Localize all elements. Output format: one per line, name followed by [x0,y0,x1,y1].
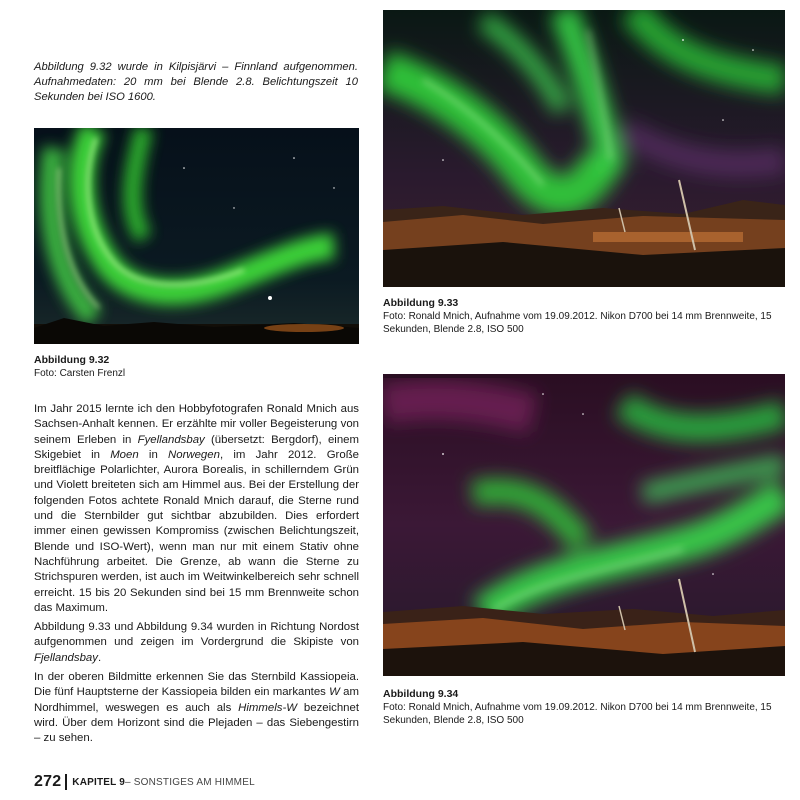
paragraph-2: Abbildung 9.33 und Abbildung 9.34 wurden in Richtung Nordost aufgenommen und zeigen im Vordergrund die Skipiste von Fjellandsbay. [34,621,359,664]
figure-label: Abbildung 9.33 [383,297,459,309]
chapter-title: – SONSTIGES AM HIMMEL [125,776,255,788]
figure-caption-9-32 [34,354,359,380]
footer-separator [65,774,67,790]
aurora-photo-9-33 [383,10,785,287]
figure-label: Abbildung 9.34 [383,688,459,700]
body-text [34,402,359,751]
aurora-photo-9-34 [383,374,785,676]
chapter-label: KAPITEL 9 [72,776,126,788]
intro-caption: Abbildung 9.32 wurde in Kilpisjärvi – Finnland aufgenommen. Aufnahmedaten: 20 mm bei Blende 2.8. Belichtungszeit 10 Sekunden bei ISO 1600. [34,61,358,103]
figure-credit: Foto: Ronald Mnich, Aufnahme vom 19.09.2012. Nikon D700 bei 14 mm Brennweite, 15 Sekunden, Blende 2.8, ISO 500 [383,702,772,726]
aurora-photo-9-32 [34,128,359,344]
figure-caption-9-33 [383,297,785,336]
figure-credit: Foto: Ronald Mnich, Aufnahme vom 19.09.2012. Nikon D700 bei 14 mm Brennweite, 15 Sekunden, Blende 2.8, ISO 500 [383,311,772,335]
figure-label: Abbildung 9.32 [34,354,110,366]
paragraph-1: Im Jahr 2015 lernte ich den Hobbyfotografen Ronald Mnich aus Sachsen-Anhalt kennen. Er erzählte mir voller Begeisterung von seinem Erleben in Fyellandsbay (übersetzt: Bergdorf), einem Skigebiet in Moen in Norwegen, im Jahr 2012. Große breitflächige Polarlichter, Aurora Borealis, in schillerndem Grün und Violett breiteten sich am Himmel aus. Bei der Erstellung der folgenden Fotos achtete Ronald Mnich darauf, die Sterne rund und die Sternbilder gut sichtbar abzubilden. Dies erfordert immer einen gewissen Kompromiss (zwischen Belichtungszeit, Blende und ISO-Wert), wenn man nur mit einem Stativ ohne Nachführung arbeitet. Die Grenze, ab wann die Sterne zu Strichspuren werden, ist auch im Weitwinkelbereich sehr schnell erreicht. 15 bis 20 Sekunden sind bei 15 mm Brennweite schon das Maximum. [34,403,359,614]
figure-credit: Foto: Carsten Frenzl [34,368,126,379]
page-footer [34,772,255,792]
figure-caption-9-34 [383,688,785,727]
paragraph-3: In der oberen Bildmitte erkennen Sie das Sternbild Kassiopeia. Die fünf Hauptsterne der Kassiopeia bilden ein markantes W am Nordhimmel, weswegen es auch als Himmels-W bezeichnet wird. Über dem Horizont sind die Plejaden – das Siebengestirn – zu sehen. [34,671,360,745]
page-number: 272 [34,773,62,790]
